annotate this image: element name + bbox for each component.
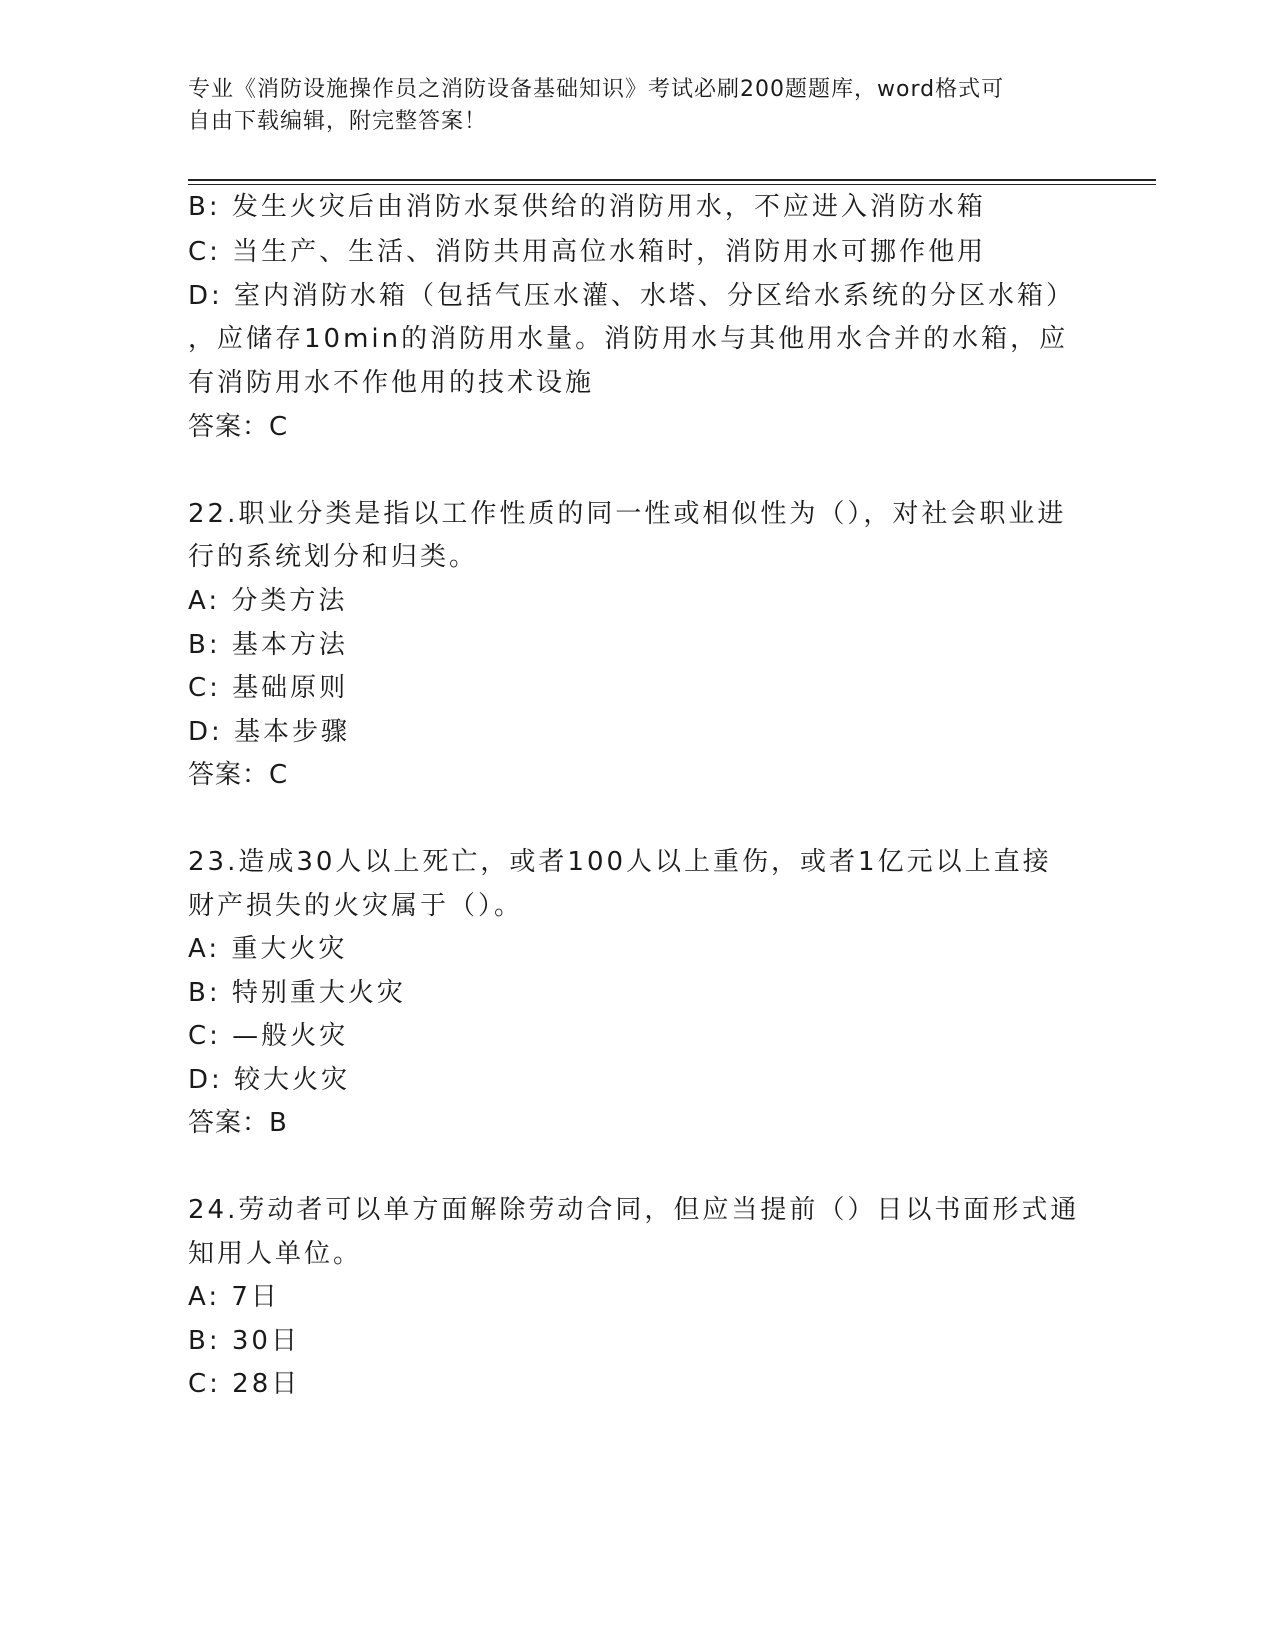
header-rule-thin xyxy=(188,184,1156,185)
question-text-continued: 知用人单位。 xyxy=(188,1239,363,1269)
option-b: B: 发生火灾后由消防水泵供给的消防用水，不应进入消防水箱 xyxy=(188,192,986,222)
option-c: C: 28日 xyxy=(188,1369,301,1399)
document-header xyxy=(188,74,1088,138)
header-line-2: 自由下载编辑，附完整答案！ xyxy=(188,109,488,134)
option-a: A: 重大火灾 xyxy=(188,934,348,964)
option-d-continued: ，应储存10min的消防用水量。消防用水与其他用水合并的水箱，应 xyxy=(188,324,1069,354)
answer-line: 答案：C xyxy=(188,412,289,442)
header-line-1: 专业《消防设施操作员之消防设备基础知识》考试必刷200题题库，word格式可 xyxy=(188,77,1005,102)
header-rule-thick xyxy=(188,179,1156,181)
option-b: B: 基本方法 xyxy=(188,630,348,660)
option-d: D: 较大火灾 xyxy=(188,1065,351,1095)
option-d: D: 基本步骤 xyxy=(188,717,351,747)
answer-line: 答案：B xyxy=(188,1108,288,1138)
option-a: A: 分类方法 xyxy=(188,586,348,616)
question-text: 24.劳动者可以单方面解除劳动合同，但应当提前（）日以书面形式通 xyxy=(188,1195,1080,1225)
question-text: 23.造成30人以上死亡，或者100人以上重伤，或者1亿元以上直接 xyxy=(188,847,1052,877)
question-text-continued: 行的系统划分和归类。 xyxy=(188,542,479,572)
option-a: A: 7日 xyxy=(188,1282,280,1312)
answer-line: 答案：C xyxy=(188,760,289,790)
option-d-continued: 有消防用水不作他用的技术设施 xyxy=(188,368,595,398)
option-c: C: 当生产、生活、消防共用高位水箱时，消防用水可挪作他用 xyxy=(188,237,987,267)
question-text-continued: 财产损失的火灾属于（）。 xyxy=(188,891,524,921)
option-b: B: 30日 xyxy=(188,1326,300,1356)
question-text: 22.职业分类是指以工作性质的同一性或相似性为（），对社会职业进 xyxy=(188,499,1067,529)
option-b: B: 特别重大火灾 xyxy=(188,978,406,1008)
option-c: C: 基础原则 xyxy=(188,673,349,703)
option-d: D: 室内消防水箱（包括气压水灌、水塔、分区给水系统的分区水箱） xyxy=(188,281,1076,311)
option-c: C: —般火灾 xyxy=(188,1021,349,1051)
